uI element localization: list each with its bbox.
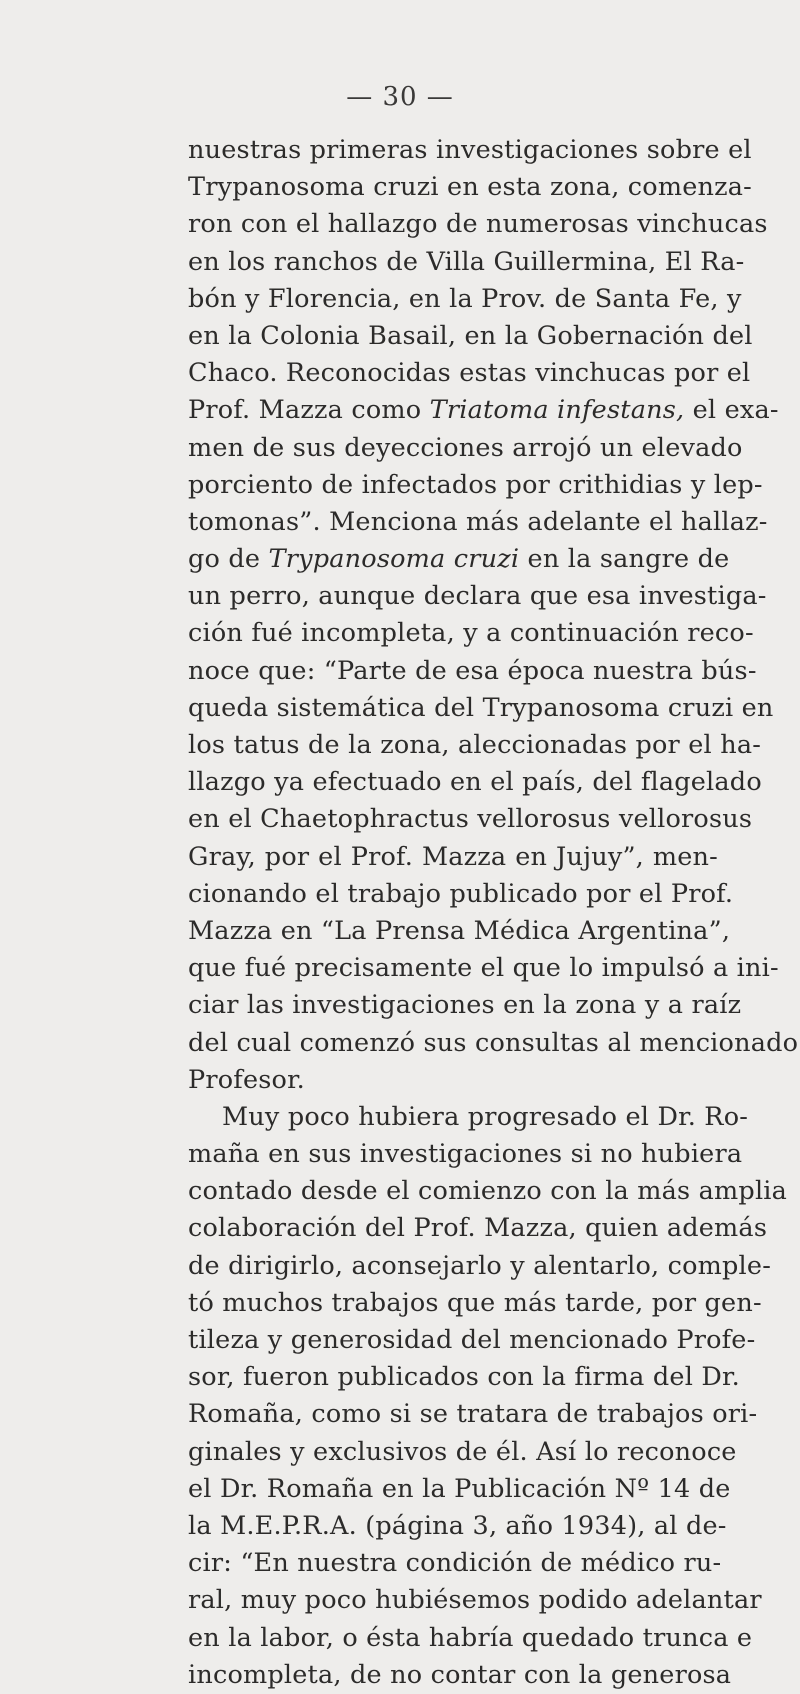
text-run: del cual comenzó sus consultas al mencionado [188, 1027, 799, 1058]
text-line [188, 1322, 756, 1359]
text-line [188, 1248, 772, 1285]
text-line [188, 876, 734, 913]
text-line [188, 1582, 762, 1619]
text-run: la M.E.P.R.A. (página 3, año 1934), al de- [188, 1510, 727, 1541]
text-line [188, 1471, 731, 1508]
text-run: ral, muy poco hubiésemos podido adelantar [188, 1585, 762, 1616]
text-run: sor, fueron publicados con la firma del Dr. [188, 1362, 740, 1393]
page-number-header: — 30 — [346, 82, 454, 112]
text-line [188, 1210, 768, 1247]
italic-term: Triatoma infestans, [429, 395, 685, 426]
paragraph [188, 1099, 788, 1694]
text-run: cionando el trabajo publicado por el Prof. [188, 878, 734, 909]
text-line [188, 987, 742, 1024]
text-line [188, 764, 762, 801]
text-line [188, 839, 718, 876]
text-run: incompleta, de no contar con la generosa [188, 1659, 732, 1690]
text-line [188, 1099, 749, 1136]
text-run: en la sangre de [519, 544, 730, 575]
text-line [188, 1396, 758, 1433]
text-run: ginales y exclusivos de él. Así lo reconoce [188, 1436, 737, 1467]
text-run: tomonas”. Menciona más adelante el hallaz- [188, 506, 768, 537]
text-line [188, 1508, 727, 1545]
text-run: tó muchos trabajos que más tarde, por gen- [188, 1287, 762, 1318]
text-line [188, 541, 730, 578]
text-line [188, 1173, 788, 1210]
text-run: bón y Florencia, en la Prov. de Santa Fe, y [188, 283, 742, 314]
text-run: Romaña, como si se tratara de trabajos ori- [188, 1399, 758, 1430]
text-run: ción fué incompleta, y a continuación reco- [188, 618, 754, 649]
text-line [188, 504, 768, 541]
text-line [188, 392, 779, 429]
text-line [188, 1359, 740, 1396]
text-line [188, 913, 731, 950]
text-line [188, 467, 763, 504]
text-line [188, 1285, 762, 1322]
text-line [188, 318, 753, 355]
text-line [188, 1136, 743, 1173]
text-run: Gray, por el Prof. Mazza en Jujuy”, men- [188, 841, 718, 872]
text-line [188, 169, 752, 206]
text-run: de dirigirlo, aconsejarlo y alentarlo, comple- [188, 1250, 772, 1281]
text-run: men de sus deyecciones arrojó un elevado [188, 432, 743, 463]
text-run: en los ranchos de Villa Guillermina, El Ra- [188, 246, 745, 277]
text-line [188, 578, 767, 615]
text-line [188, 1545, 722, 1582]
text-run: queda sistemática del Trypanosoma cruzi en [188, 692, 774, 723]
text-line [188, 950, 779, 987]
text-run: el Dr. Romaña en la Publicación Nº 14 de [188, 1473, 731, 1504]
text-run: colaboración del Prof. Mazza, quien además [188, 1213, 768, 1244]
body-text [188, 132, 799, 1694]
text-run: el exa- [684, 395, 779, 426]
text-line [188, 206, 768, 243]
text-line [188, 355, 751, 392]
text-run: maña en sus investigaciones si no hubiera [188, 1139, 743, 1170]
text-line [188, 615, 754, 652]
text-line [188, 1620, 753, 1657]
text-run: nuestras primeras investigaciones sobre el [188, 135, 752, 165]
text-run: noce que: “Parte de esa época nuestra bús- [188, 655, 757, 686]
text-line [188, 1434, 737, 1471]
text-run: go de [188, 544, 269, 575]
text-line [188, 430, 743, 467]
text-run: ron con el hallazgo de numerosas vinchucas [188, 209, 768, 240]
text-line [188, 1062, 718, 1099]
text-run: en el Chaetophractus vellorosus vellorosus [188, 804, 753, 835]
text-run: en la Colonia Basail, en la Gobernación del [188, 320, 753, 351]
text-line [188, 653, 757, 690]
text-line [188, 1657, 732, 1694]
text-run: Chaco. Reconocidas estas vinchucas por el [188, 358, 751, 389]
text-run: contado desde el comienzo con la más amplia [188, 1176, 788, 1207]
text-run: Muy poco hubiera progresado el Dr. Ro- [222, 1101, 749, 1132]
paragraph [188, 132, 799, 1099]
text-run: los tatus de la zona, aleccionadas por el ha- [188, 730, 762, 760]
text-run: Trypanosoma cruzi en esta zona, comenza- [188, 172, 752, 203]
italic-term: Trypanosoma cruzi [268, 544, 520, 575]
text-line [188, 132, 752, 169]
text-run: porciento de infectados por crithidias y lep- [188, 469, 763, 500]
text-line [188, 281, 742, 318]
text-run: un perro, aunque declara que esa investiga- [188, 581, 767, 612]
text-run: que fué precisamente el que lo impulsó a ini- [188, 953, 779, 984]
text-line [188, 244, 745, 281]
text-run: Profesor. [188, 1064, 305, 1095]
text-run: en la labor, o ésta habría quedado trunca e [188, 1622, 753, 1653]
text-run: Prof. Mazza como [188, 395, 430, 426]
text-run: tileza y generosidad del mencionado Profe- [188, 1325, 756, 1355]
text-run: ciar las investigaciones en la zona y a raíz [188, 990, 742, 1021]
text-line [188, 690, 774, 727]
text-run: Mazza en “La Prensa Médica Argentina”, [188, 915, 731, 946]
text-line [188, 727, 762, 764]
text-line [188, 1025, 799, 1062]
text-line [188, 801, 753, 838]
text-run: cir: “En nuestra condición de médico ru- [188, 1548, 722, 1579]
text-run: llazgo ya efectuado en el país, del flagelado [188, 767, 762, 798]
